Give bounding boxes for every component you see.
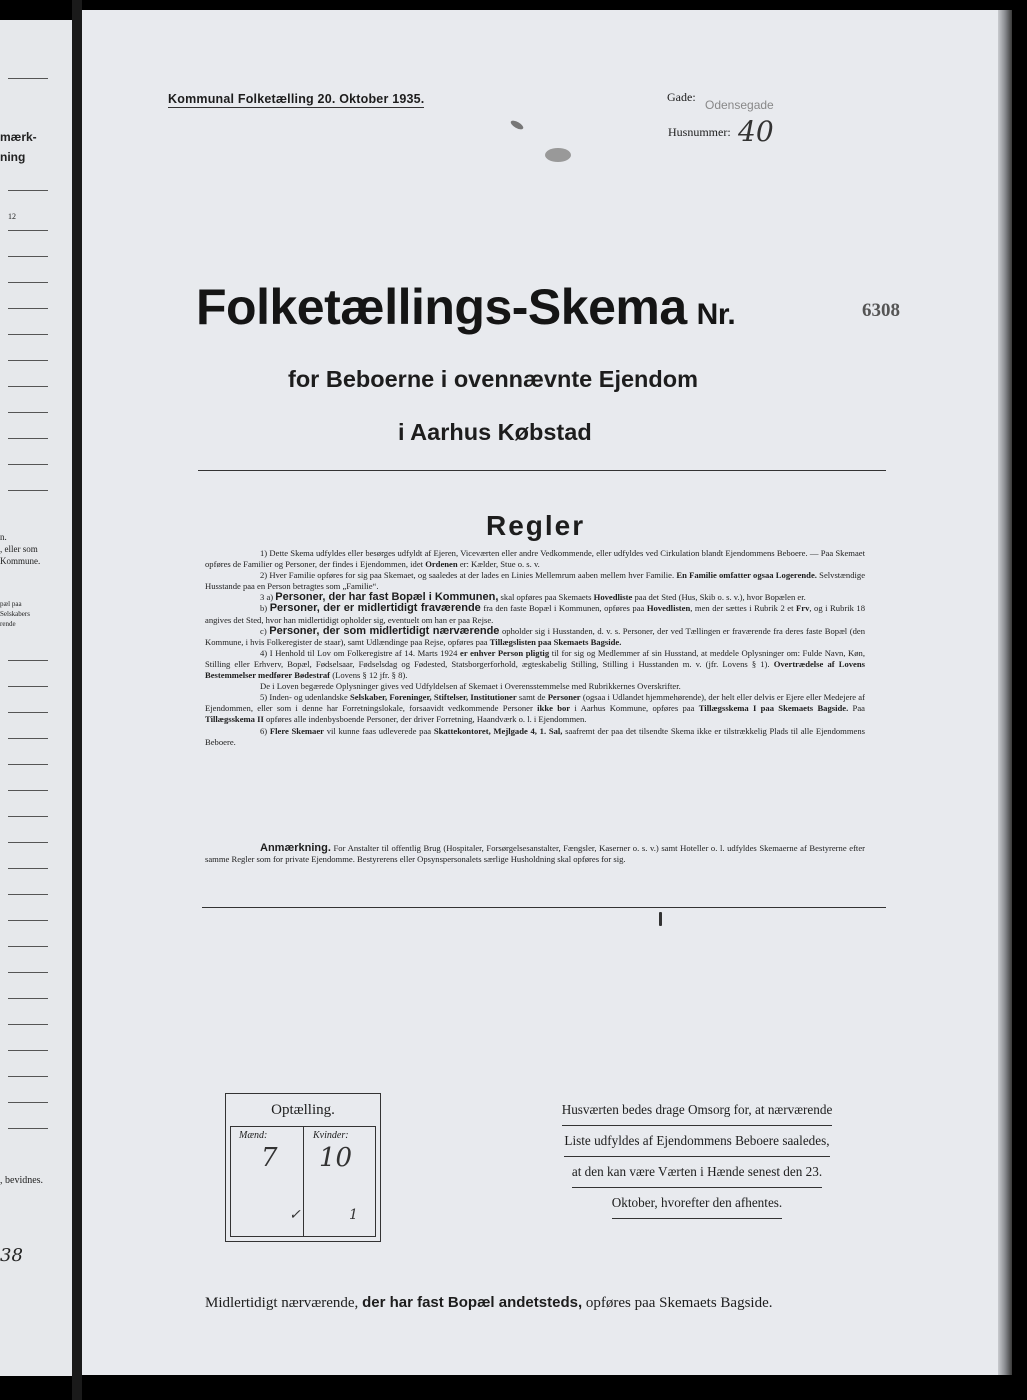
page-edge [998, 10, 1012, 1375]
instruction-line: Husværten bedes drage Omsorg for, at nærværende [562, 1095, 833, 1126]
left-rule [8, 868, 48, 869]
left-rule [8, 438, 48, 439]
left-rule [8, 738, 48, 739]
men-check: ✓ [289, 1207, 301, 1223]
left-fragment: 12 [8, 212, 16, 221]
left-fragment: mærk- [0, 130, 37, 144]
subtitle-city: i Aarhus Købstad [398, 419, 592, 445]
left-rule [8, 230, 48, 231]
left-fragment: n. [0, 532, 7, 542]
left-rule [8, 360, 48, 361]
husnummer-label: Husnummer: [668, 125, 731, 139]
rule-3c: c) Personer, der som midlertidigt nærværende opholder sig i Husstanden, d. v. s. Personer, der ved Tællingen er fraværende fra deres faste Bopæl (den Kommune, i hvis Folkeregister de staar), samt Udlændinge paa Rejse, opføres paa Tillægslisten paa Skemaets Bagside. [205, 624, 866, 647]
left-rule [8, 308, 48, 309]
rules-text [205, 548, 865, 748]
left-rule [8, 412, 48, 413]
left-rule [8, 1128, 48, 1129]
instruction-line: Liste udfyldes af Ejendommens Beboere saaledes, [564, 1126, 829, 1157]
women-check: 1 [349, 1207, 358, 1223]
left-rule [8, 660, 48, 661]
left-rule [8, 490, 48, 491]
left-rule [8, 1076, 48, 1077]
title-nr: Nr. [696, 298, 736, 331]
gade-label: Gade: [667, 90, 696, 104]
left-fragment: , eller som [0, 544, 38, 554]
men-count: 7 [261, 1143, 278, 1173]
form-number: 6308 [862, 300, 900, 321]
left-rule [8, 464, 48, 465]
page-gutter [72, 0, 82, 1400]
left-rule [8, 686, 48, 687]
rule-3a: 3 a) Personer, der har fast Bopæl i Kommunen, skal opføres paa Skemaets Hovedliste paa det Sted (Hus, Skib o. s. v.), hvor Bopælen er. [260, 591, 806, 604]
footer-note: Midlertidigt nærværende, der har fast Bopæl andetsteds, opføres paa Skemaets Bagside. [205, 1294, 773, 1311]
left-fragment-handwritten: 38 [0, 1245, 23, 1266]
left-rule [8, 334, 48, 335]
rule-2: 2) Hver Familie opføres for sig paa Skemaet, og saaledes at der lades en Linies Mellemrum aaben mellem hver Familie. En Familie omfatter ogsaa Logerende. Selvstændige Husstande paa en Person betragtes som „Familie“. [205, 570, 866, 592]
left-rule [8, 920, 48, 921]
rule-4-cont: De i Loven begærede Oplysninger gives ved Udfyldelsen af Skemaet i Overensstemmelse med Rubrikkernes Overskrifter. [260, 681, 681, 692]
left-fragment: Selskabers [0, 610, 30, 618]
landlord-instructions [530, 1095, 864, 1219]
left-rule [8, 190, 48, 191]
instruction-line: Oktober, hvorefter den afhentes. [612, 1188, 782, 1219]
rule-3b: b) Personer, der er midlertidigt fraværende fra den faste Bopæl i Kommunen, opføres paa Hovedlisten, men der sættes i Rubrik 2 et Frv, og i Rubrik 18 angives det Sted, hvor han midlertidigt opholder sig, eventuelt om han er paa Rejse. [205, 602, 866, 625]
left-fragment: Kommune. [0, 556, 41, 566]
left-rule [8, 816, 48, 817]
left-rule [8, 998, 48, 999]
left-rule [8, 282, 48, 283]
pencil-mark [659, 912, 662, 926]
count-title: Optælling. [271, 1102, 335, 1118]
divider [198, 470, 886, 471]
note-body: For Anstalter til offentlig Brug (Hospitaler, Forsørgelsesanstalter, Fængsler, Kaserner o. s. v.) samt Hoteller o. l. udfyldes Skemaerne af Bestyrerne efter samme Regler som for private Ejendomme. Bestyrerens eller Opsynspersonalets særlige Husholdning skal opføres for sig. [205, 843, 865, 865]
left-rule [8, 1050, 48, 1051]
ink-blot [545, 148, 571, 162]
note-text [205, 843, 865, 865]
census-header: Kommunal Folketælling 20. Oktober 1935. [168, 92, 425, 106]
left-page-strip [0, 20, 72, 1376]
left-rule [8, 386, 48, 387]
rule-4: 4) I Henhold til Lov om Folkeregistre af 14. Marts 1924 er enhver Person pligtig til for sig og Medlemmer af sin Husstand, at meddele Oplysninger om: Fulde Navn, Køn, Stilling eller Erhverv, Bopæl, Fødselsaar, Fødselsdag og Fødested, Statsborgerforhold, ægteskabelig Stilling, Stilling i Husstanden m. v. (jfr. Lovens § 1). Overtrædelse af Lovens Bestemmelser medfører Bødestraf (Lovens § 12 jfr. § 8). [205, 647, 865, 681]
left-rule [8, 790, 48, 791]
subtitle: for Beboerne i ovennævnte Ejendom [288, 366, 699, 392]
left-rule [8, 764, 48, 765]
husnummer-value: 40 [738, 115, 774, 148]
page-title [196, 278, 735, 336]
left-fragment: rende [0, 620, 16, 628]
left-rule [8, 712, 48, 713]
note-label: Anmærkning. [260, 842, 331, 854]
rule-5: 5) Inden- og udenlandske Selskaber, Foreninger, Stiftelser, Institutioner samt de Personer (ogsaa i Udlandet hjemmehørende), der helt eller delvis er Ejere eller Medejere af Ejendommen, eller som i denne har Forretningslokale, forsaavidt vedkommende Personer ikke bor i Aarhus Kommune, opføres paa Tillægsskema I paa Skemaets Bagside. Paa Tillægsskema II opføres alle indenbysboende Personer, der driver Forretning, Haandværk o. l. i Ejendommen. [205, 692, 865, 725]
count-box [225, 1093, 381, 1242]
left-rule [8, 842, 48, 843]
left-rule [8, 256, 48, 257]
instruction-line: at den kan være Værten i Hænde senest den 23. [572, 1157, 822, 1188]
left-fragment: , bevidnes. [0, 1175, 44, 1186]
left-fragment: pæl paa [0, 600, 22, 608]
left-rule [8, 1102, 48, 1103]
left-fragment: ning [0, 150, 26, 164]
divider [202, 907, 886, 908]
left-rule [8, 946, 48, 947]
title-main: Folketællings-Skema [196, 279, 687, 335]
left-rule [8, 1024, 48, 1025]
count-table [230, 1126, 376, 1237]
women-label: Kvinder: [313, 1130, 349, 1141]
count-divider [303, 1127, 304, 1236]
left-rule [8, 972, 48, 973]
rules-heading: Regler [486, 510, 586, 541]
rule-1: 1) Dette Skema udfyldes eller besørges udfyldt af Ejeren, Viceværten eller andre Vedkommende, eller udfyldes ved Cirkulation blandt Ejendommens Beboere. — Paa Skemaet opføres de Familier og Personer, der findes i Ejendommen, idet Ordenen er: Kælder, Stue o. s. v. [205, 548, 865, 570]
left-rule [8, 78, 48, 79]
rule-6: 6) Flere Skemaer vil kunne faas udleverede paa Skattekontoret, Mejlgade 4, 1. Sal, saafremt der paa det tilsendte Skema ikke er tilstrækkelig Plads til alle Ejendommens Beboere. [205, 725, 865, 747]
women-count: 10 [319, 1143, 353, 1173]
left-rule [8, 894, 48, 895]
men-label: Mænd: [239, 1130, 268, 1141]
gade-value: Odensegade [705, 98, 774, 112]
